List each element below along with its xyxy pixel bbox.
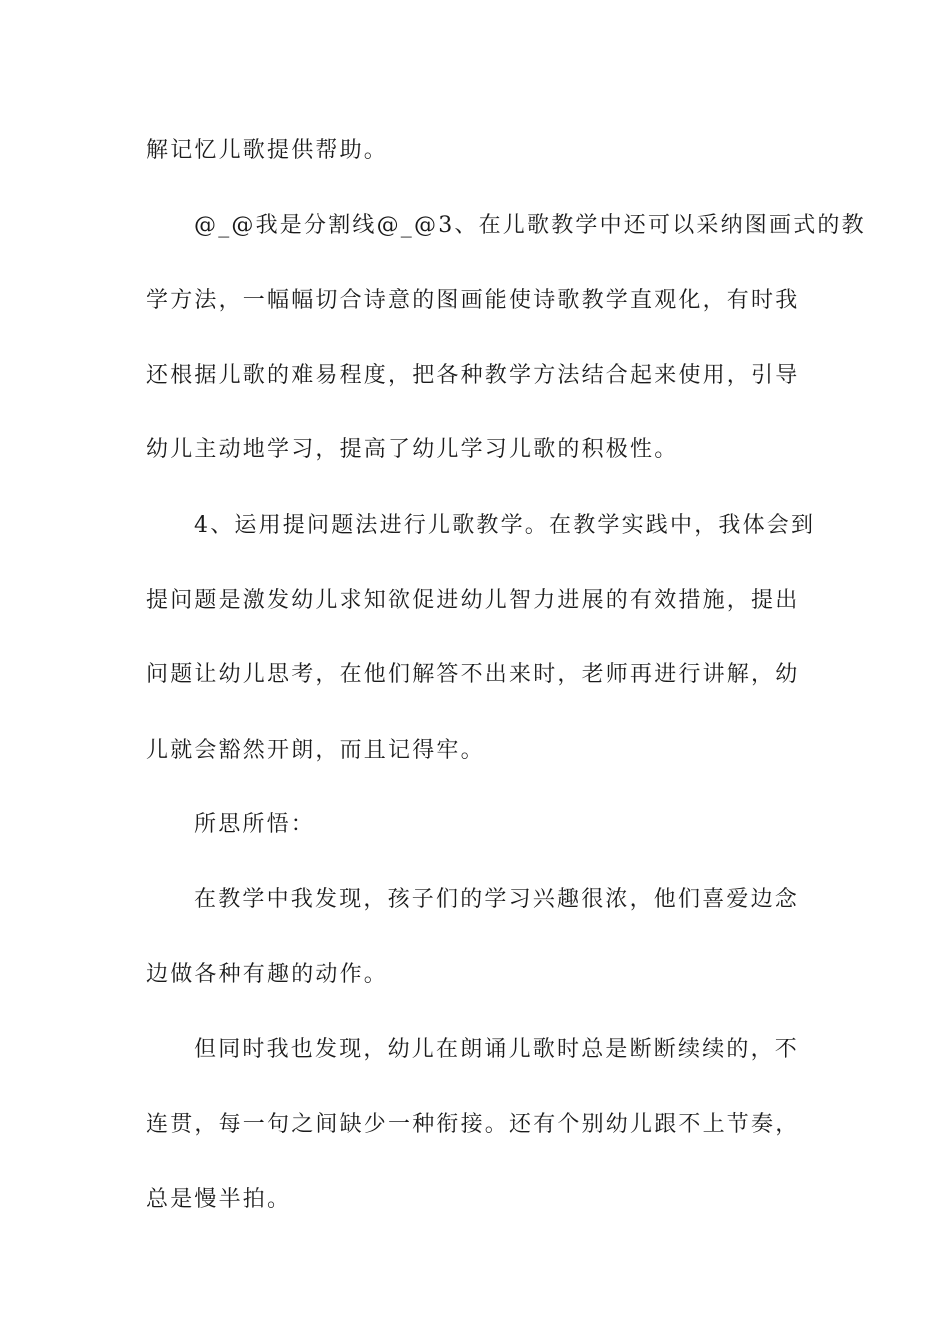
text-line: 提问题是激发幼儿求知欲促进幼儿智力进展的有效措施，提出 bbox=[146, 588, 800, 613]
text-line: 但同时我也发现，幼儿在朗诵儿歌时总是断断续续的，不 bbox=[194, 1037, 800, 1062]
text-line: 连贯，每一句之间缺少一种衔接。还有个别幼儿跟不上节奏， bbox=[146, 1112, 800, 1137]
text-line: 还根据儿歌的难易程度，把各种教学方法结合起来使用，引导 bbox=[146, 363, 800, 388]
text-line: 学方法，一幅幅切合诗意的图画能使诗歌教学直观化，有时我 bbox=[146, 288, 800, 313]
section-heading: 所思所悟： bbox=[194, 812, 316, 837]
text-line: 解记忆儿歌提供帮助。 bbox=[146, 138, 389, 163]
text-line: 儿就会豁然开朗，而且记得牢。 bbox=[146, 738, 485, 763]
text-line: 在教学中我发现，孩子们的学习兴趣很浓，他们喜爱边念 bbox=[194, 887, 800, 912]
text-line: @_@我是分割线@_@3、在儿歌教学中还可以采纳图画式的教 bbox=[194, 213, 866, 238]
text-line: 问题让幼儿思考，在他们解答不出来时，老师再进行讲解，幼 bbox=[146, 662, 800, 687]
text-line: 4、运用提问题法进行儿歌教学。在教学实践中，我体会到 bbox=[194, 513, 816, 538]
text-line: 边做各种有趣的动作。 bbox=[146, 962, 389, 987]
text-line: 总是慢半拍。 bbox=[146, 1187, 292, 1212]
text-line: 幼儿主动地学习，提高了幼儿学习儿歌的积极性。 bbox=[146, 437, 679, 462]
